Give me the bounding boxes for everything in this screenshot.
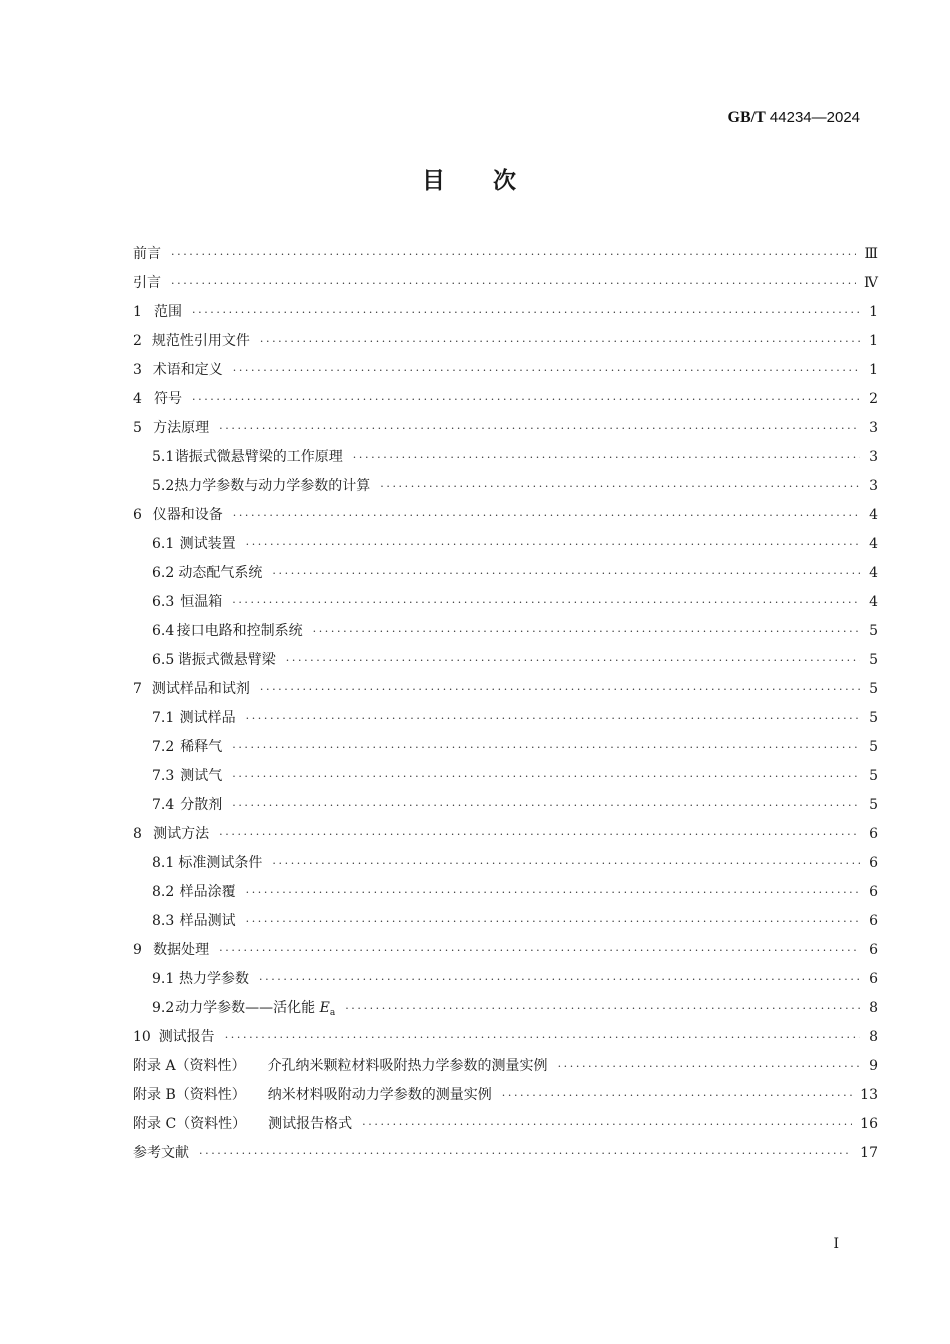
toc-entry[interactable] (133, 1139, 878, 1168)
toc-entry-label-text: 方法原理 (153, 420, 210, 436)
toc-entry-label (180, 791, 232, 820)
toc-entry-number: 4 (133, 391, 142, 407)
toc-entry-number: 6.2 (152, 565, 175, 581)
toc-entry-page: 4 (869, 507, 878, 523)
toc-entry[interactable] (133, 820, 878, 849)
toc-entry-page: 5 (869, 739, 878, 755)
toc-entry-label-text: 介孔纳米颗粒材料吸附热力学参数的测量实例 (267, 1058, 548, 1074)
toc-entry-label-text: 动力学参数——活化能 (175, 1000, 320, 1016)
toc-entry[interactable] (133, 443, 878, 472)
toc-entry-label-text: 测试报告格式 (268, 1116, 353, 1132)
toc-entry[interactable] (133, 240, 878, 269)
toc-entry-page: 4 (869, 594, 878, 610)
toc-entry[interactable] (133, 1110, 878, 1139)
dot-leader (272, 559, 860, 588)
dot-leader (502, 1081, 852, 1110)
toc-entry-page: Ⅲ (864, 246, 878, 262)
dot-leader (219, 936, 860, 965)
toc-entry-label (133, 269, 171, 298)
toc-entry-label-text: 测试样品和试剂 (151, 681, 250, 697)
toc-entry-page: 4 (869, 565, 878, 581)
toc-entry-page: 5 (869, 681, 878, 697)
toc-entry-page: 1 (869, 304, 878, 320)
toc-entry-label (180, 762, 232, 791)
toc-entry-number: 7.4 (152, 797, 175, 813)
toc-entry-label-text: 恒温箱 (180, 594, 223, 610)
toc-entry-number: 7.2 (152, 739, 175, 755)
toc-entry-page: 8 (869, 1000, 878, 1016)
toc-entry-number: 9.1 (152, 971, 175, 987)
dot-leader (233, 501, 860, 530)
toc-entry-label-text: 样品涂覆 (179, 884, 236, 900)
toc-entry-label-text: 范围 (154, 304, 183, 320)
toc-entry-label-text: 热力学参数 (179, 971, 249, 987)
toc-entry[interactable] (133, 414, 878, 443)
toc-entry-page: 5 (869, 652, 878, 668)
toc-entry-label-text: 样品测试 (179, 913, 236, 929)
toc-entry-label-text: 接口电路和控制系统 (176, 623, 303, 639)
toc-entry-label (177, 617, 313, 646)
toc-entry[interactable] (133, 356, 878, 385)
toc-entry-label (180, 704, 246, 733)
dot-leader (232, 588, 860, 617)
toc-entry-number: 8.1 (152, 855, 175, 871)
toc-entry-page: 2 (869, 391, 878, 407)
toc-entry[interactable] (133, 472, 878, 501)
dot-leader (232, 791, 860, 820)
toc-entry-page: 6 (869, 826, 878, 842)
standard-code: 44234—2024 (765, 109, 860, 126)
toc-entry-number: 6.4 (152, 623, 175, 639)
toc-entry-number: 6.5 (152, 652, 175, 668)
toc-entry-label-text: 谐振式微悬臂梁的工作原理 (174, 449, 343, 465)
dot-leader (246, 704, 860, 733)
dot-leader (558, 1052, 860, 1081)
toc-entry-label (174, 472, 380, 501)
toc-entry-label-text: 标准测试条件 (178, 855, 263, 871)
dot-leader (171, 269, 856, 298)
toc-entry[interactable] (133, 646, 878, 675)
toc-entry-label-text: 谐振式微悬臂梁 (177, 652, 276, 668)
toc-entry-page: 3 (869, 420, 878, 436)
page-number: I (833, 1236, 839, 1252)
toc-entry-label-text: 术语和定义 (152, 362, 223, 378)
toc-entry[interactable] (133, 791, 878, 820)
toc-entry[interactable] (133, 327, 878, 356)
toc-entry-page: 6 (869, 884, 878, 900)
dot-leader (246, 907, 860, 936)
toc-entry-label (133, 1139, 199, 1168)
toc-entry-label (153, 414, 219, 443)
toc-entry-number: 5.2 (152, 478, 175, 494)
toc-entry-label (178, 559, 272, 588)
dot-leader (345, 994, 860, 1023)
toc-entry-label (179, 965, 259, 994)
toc-entry-label (152, 675, 260, 704)
toc-entry-label (153, 356, 233, 385)
toc-entry-label (159, 1023, 225, 1052)
toc-entry-page: 5 (869, 623, 878, 639)
dot-leader (260, 327, 860, 356)
dot-leader (171, 240, 856, 269)
toc-entry-page: 1 (869, 362, 878, 378)
toc-entry-number: 8.2 (152, 884, 175, 900)
toc-entry-page: 9 (869, 1058, 878, 1074)
toc-entry[interactable] (133, 1052, 878, 1081)
toc-entry-label (153, 501, 233, 530)
toc-entry-label-text: 前言 (133, 246, 161, 262)
toc-entry[interactable] (133, 907, 878, 936)
toc-entry-number: 2 (133, 333, 142, 349)
toc-entry-label-text: 测试方法 (153, 826, 210, 842)
toc-appendix-prefix: 附录 C（资料性） (133, 1116, 247, 1132)
toc-entry-page: 16 (860, 1116, 878, 1132)
toc-entry-label (152, 327, 260, 356)
table-of-contents (133, 240, 878, 1168)
toc-entry-label (133, 240, 171, 269)
toc-entry-page: 5 (869, 768, 878, 784)
toc-entry-label (154, 298, 192, 327)
toc-entry-label-text: 符号 (154, 391, 183, 407)
toc-entry-number: 7 (133, 681, 142, 697)
math-subscript: a (329, 1008, 336, 1018)
toc-entry-number: 8 (133, 826, 142, 842)
toc-entry[interactable] (133, 849, 878, 878)
toc-entry[interactable] (133, 588, 878, 617)
toc-entry-number: 9.2 (152, 1000, 175, 1016)
math-variable: E (319, 1000, 330, 1016)
toc-entry-page: 6 (869, 942, 878, 958)
dot-leader (219, 414, 860, 443)
toc-entry-label (178, 646, 286, 675)
toc-entry[interactable] (133, 965, 878, 994)
toc-entry-page: 8 (869, 1029, 878, 1045)
toc-entry-label (180, 907, 246, 936)
toc-entry-number: 10 (133, 1029, 151, 1045)
toc-entry[interactable] (133, 269, 878, 298)
toc-entry-page: Ⅳ (864, 275, 878, 291)
toc-entry-label (153, 936, 219, 965)
dot-leader (246, 878, 860, 907)
toc-entry-number: 5 (133, 420, 142, 436)
toc-entry-page: 5 (869, 710, 878, 726)
toc-entry-label-text: 参考文献 (133, 1145, 189, 1161)
dot-leader (246, 530, 860, 559)
toc-entry-label-text: 数据处理 (153, 942, 210, 958)
toc-entry[interactable] (133, 675, 878, 704)
toc-entry-page: 3 (869, 449, 878, 465)
toc-entry[interactable] (133, 1023, 878, 1052)
dot-leader (233, 356, 860, 385)
toc-entry-page: 6 (869, 855, 878, 871)
toc-entry-label-text: 仪器和设备 (152, 507, 223, 523)
dot-leader (219, 820, 860, 849)
dot-leader (199, 1139, 852, 1168)
dot-leader (260, 675, 860, 704)
toc-entry-label (268, 1081, 502, 1110)
toc-entry-label-text: 纳米材料吸附动力学参数的测量实例 (267, 1087, 492, 1103)
toc-entry-label-text: 分散剂 (180, 797, 223, 813)
standard-number (728, 109, 860, 127)
toc-entry-page: 3 (869, 478, 878, 494)
toc-entry-page: 13 (860, 1087, 878, 1103)
standard-prefix: GB/T (727, 109, 766, 126)
toc-entry-label (268, 1052, 558, 1081)
toc-entry-label-text: 测试样品 (179, 710, 236, 726)
toc-entry-page: 5 (869, 797, 878, 813)
toc-entry[interactable] (133, 878, 878, 907)
toc-entry-label (268, 1110, 362, 1139)
toc-entry[interactable] (133, 762, 878, 791)
toc-entry-number: 6.3 (152, 594, 175, 610)
toc-entry-number: 5.1 (152, 449, 175, 465)
dot-leader (232, 762, 860, 791)
toc-entry-label-text: 热力学参数与动力学参数的计算 (174, 478, 371, 494)
toc-appendix-prefix: 附录 A（资料性） (133, 1058, 246, 1074)
toc-entry[interactable] (133, 559, 878, 588)
toc-entry-label-text: 测试报告 (158, 1029, 215, 1045)
dot-leader (286, 646, 860, 675)
toc-entry-label-text: 测试气 (180, 768, 223, 784)
dot-leader (272, 849, 860, 878)
toc-entry[interactable] (133, 298, 878, 327)
toc-entry-number: 8.3 (152, 913, 175, 929)
toc-entry-number: 3 (133, 362, 142, 378)
toc-entry-label (180, 878, 246, 907)
toc-entry-label (175, 443, 353, 472)
toc-entry-number: 7.3 (152, 768, 175, 784)
toc-entry[interactable] (133, 617, 878, 646)
dot-leader (362, 1110, 852, 1139)
toc-entry-label (153, 820, 219, 849)
dot-leader (380, 472, 860, 501)
toc-entry-label-text: 规范性引用文件 (151, 333, 250, 349)
toc-entry[interactable] (133, 385, 878, 414)
toc-entry[interactable] (133, 530, 878, 559)
dot-leader (225, 1023, 860, 1052)
toc-entry[interactable] (133, 501, 878, 530)
dot-leader (313, 617, 860, 646)
dot-leader (353, 443, 860, 472)
toc-entry-label (180, 530, 246, 559)
toc-entry-page: 17 (860, 1145, 878, 1161)
dot-leader (192, 385, 860, 414)
toc-entry-label-text: 测试装置 (179, 536, 236, 552)
toc-entry-page: 1 (869, 333, 878, 349)
toc-entry-label-text: 引言 (133, 275, 161, 291)
toc-entry[interactable] (133, 733, 878, 762)
toc-entry[interactable] (133, 1081, 878, 1110)
toc-entry-page: 6 (869, 971, 878, 987)
toc-entry-label (180, 588, 232, 617)
toc-entry-number: 6.1 (152, 536, 175, 552)
toc-entry-page: 6 (869, 913, 878, 929)
toc-entry-number: 9 (133, 942, 142, 958)
dot-leader (192, 298, 860, 327)
toc-entry-number: 7.1 (152, 710, 175, 726)
toc-entry-label-text: 稀释气 (180, 739, 223, 755)
toc-entry-number: 6 (133, 507, 142, 523)
toc-entry-label-text: 动态配气系统 (178, 565, 263, 581)
page-title: 目次 (422, 168, 564, 194)
dot-leader (259, 965, 860, 994)
dot-leader (232, 733, 860, 762)
toc-appendix-prefix: 附录 B（资料性） (133, 1087, 246, 1103)
toc-entry[interactable] (133, 704, 878, 733)
toc-entry[interactable] (133, 994, 878, 1023)
toc-entry-label (180, 733, 232, 762)
toc-entry-label (178, 849, 272, 878)
toc-entry-label (154, 385, 192, 414)
toc-entry-page: 4 (869, 536, 878, 552)
toc-entry-number: 1 (133, 304, 142, 320)
toc-entry[interactable] (133, 936, 878, 965)
